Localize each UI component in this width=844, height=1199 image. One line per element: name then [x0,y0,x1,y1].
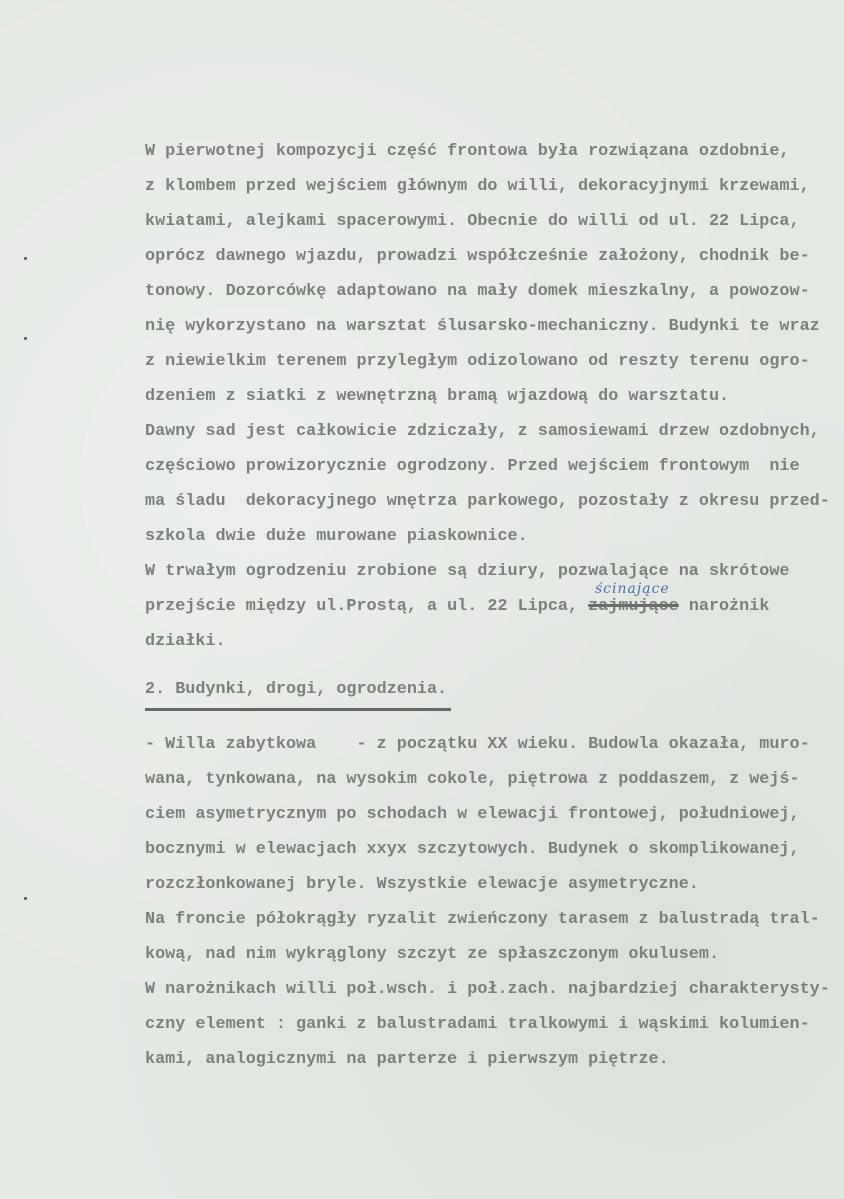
text-line: rozczłonkowanej bryle. Wszystkie elewacje asymetryczne. [145,875,699,894]
text-line: tonowy. Dozorcówkę adaptowano na mały domek mieszkalny, a powozow- [145,282,810,301]
text-line: - Willa zabytkowa - z początku XX wieku. Budowla okazała, muro- [145,735,810,754]
struck-word: zajmujące [588,597,679,616]
text-line: z klombem przed wejściem głównym do willi, dekoracyjnymi krzewami, [145,177,810,196]
text-segment: narożnik [678,597,770,616]
text-line: bocznymi w elewacjach xxyx szczytowych. Budynek o skomplikowanej, [145,840,800,859]
heading-underline [145,708,451,711]
text-line: W pierwotnej kompozycji część frontowa była rozwiązana ozdobnie, [145,142,790,161]
text-line: W trwałym ogrodzeniu zrobione są dziury, pozwalające na skrótowe [145,562,790,581]
text-line: działki. [145,632,226,651]
text-line: czny element : ganki z balustradami tralkowymi i wąskimi kolumien- [145,1015,810,1034]
text-line: Na froncie półokrągły ryzalit zwieńczony tarasem z balustradą tral- [145,910,820,929]
text-line: wana, tynkowana, na wysokim cokole, piętrowa z poddaszem, z wejś- [145,770,800,789]
handwritten-correction: ścinające [595,581,670,597]
text-line: szkola dwie duże murowane piaskownice. [145,527,528,546]
text-line: W narożnikach willi poł.wsch. i poł.zach. najbardziej charakterysty- [145,980,830,999]
punch-hole-dot [24,257,27,260]
text-line: kami, analogicznymi na parterze i pierwszym piętrze. [145,1050,669,1069]
text-line: kową, nad nim wykrąglony szczyt ze spłaszczonym okulusem. [145,945,720,964]
text-line: oprócz dawnego wjazdu, prowadzi współcześnie założony, chodnik be- [145,247,810,266]
text-segment: przejście między ul.Prostą, a ul. 22 Lipca, [145,597,589,616]
text-line [145,597,769,617]
text-line: ma śladu dekoracyjnego wnętrza parkowego, pozostały z okresu przed- [145,492,830,511]
punch-hole-dot [24,337,27,340]
text-line: częściowo prowizorycznie ogrodzony. Przed wejściem frontowym nie [145,457,800,476]
text-line: kwiatami, alejkami spacerowymi. Obecnie do willi od ul. 22 Lipca, [145,212,800,231]
punch-hole-dot [24,897,27,900]
text-line: z niewielkim terenem przyległym odizolowano od reszty terenu ogro- [145,352,810,371]
text-line: dzeniem z siatki z wewnętrzną bramą wjazdową do warsztatu. [145,387,730,406]
text-line: nię wykorzystano na warsztat ślusarsko-mechaniczny. Budynki te wraz [145,317,820,336]
text-line: Dawny sad jest całkowicie zdziczały, z samosiewami drzew ozdobnych, [145,422,820,441]
text-line: ciem asymetrycznym po schodach w elewacji frontowej, południowej, [145,805,800,824]
section-heading: 2. Budynki, drogi, ogrodzenia. [145,680,448,699]
